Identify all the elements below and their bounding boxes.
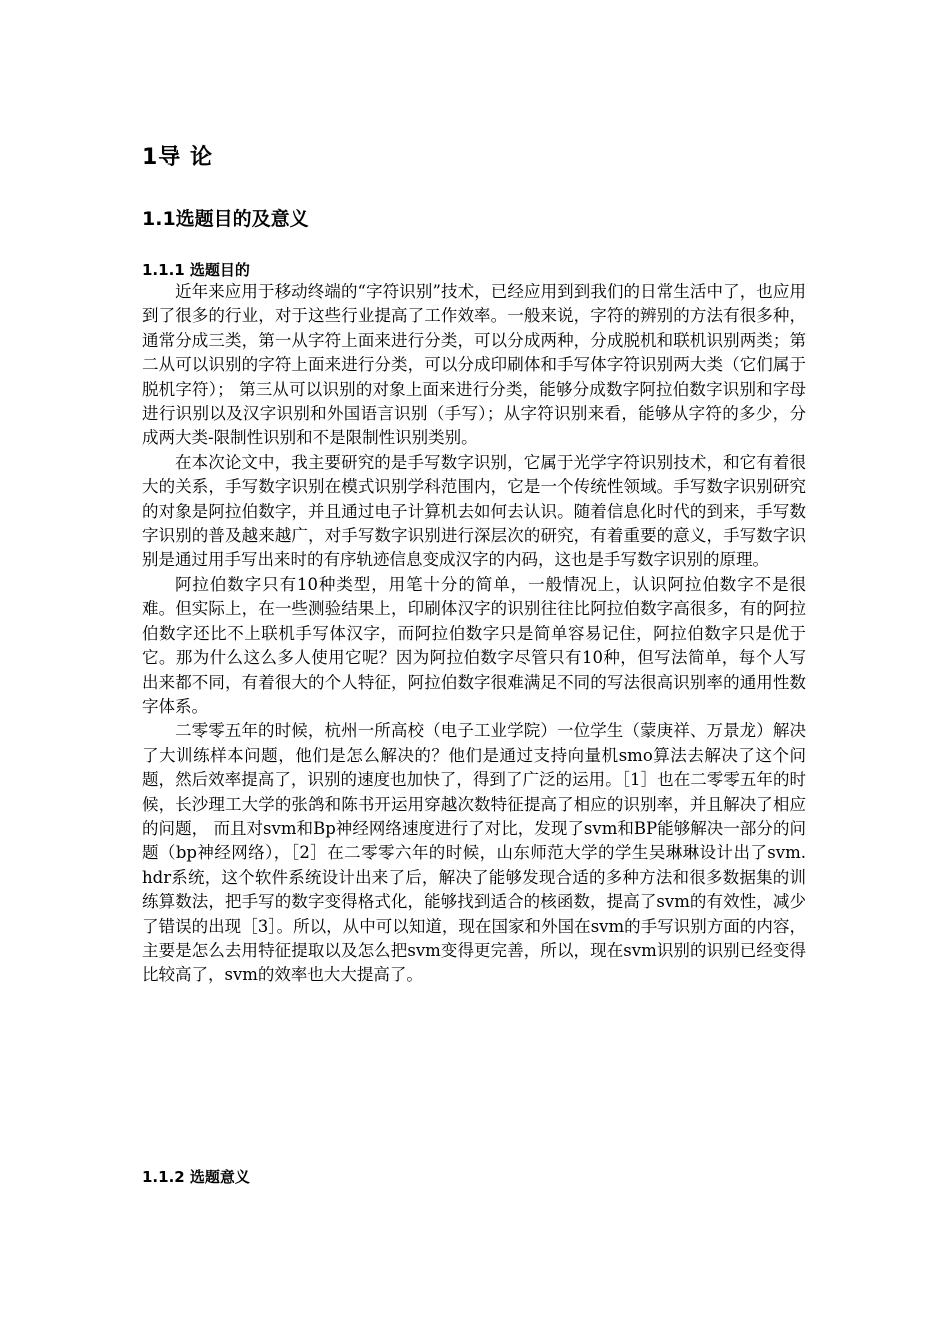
paragraph: 近年来应用于移动终端的“字符识别”技术，已经应用到到我们的日常生活中了，也应用到了很多的行业，对于这些行业提高了工作效率。一般来说，字符的辨别的方法有很多种，通常分成三类，第一从字符上面来进行分类，可以分成两种，分成脱机和联机识别两类；第二从可以识别的字符上面来进行分类，可以分成印刷体和手写体字符识别两大类（它们属于脱机字符）； 第三从可以识别的对象上面来进行分类，能够分成数字阿拉伯数字识别和字母进行识别以及汉字识别和外国语言识别（手写）；从字符识别来看，能够从字符的多少，分成两大类-限制性识别和不是限制性识别类别。 bbox=[142, 282, 806, 448]
section-heading: 1.1选题目的及意义 bbox=[142, 208, 309, 230]
subsection-heading-significance: 1.1.2 选题意义 bbox=[142, 1168, 250, 1186]
body-text bbox=[142, 280, 806, 988]
subsection-heading-purpose: 1.1.1 选题目的 bbox=[142, 261, 250, 279]
paragraph: 二零零五年的时候，杭州一所高校（电子工业学院）一位学生（蒙庚祥、万景龙）解决了大训练样本问题，他们是怎么解决的？他们是通过支持向量机smo算法去解决了这个问题，然后效率提高了，识别的速度也加快了，得到了广泛的运用。［1］也在二零零五年的时候，长沙理工大学的张鸽和陈书开运用穿越次数特征提高了相应的识别率，并且解决了相应的问题， 而且对svm和Bp神经网络速度进行了对比，发现了svm和BP能够解决一部分的问题（bp神经网络），［2］在二零零六年的时候，山东师范大学的学生吴琳琳设计出了svm. hdr系统，这个软件系统设计出来了后，解决了能够发现合适的多种方法和很多数据集的训练算数法，把手写的数字变得格式化，能够找到适合的核函数，提高了svm的有效性，减少了错误的出现［3］。所以，从中可以知道，现在国家和外国在svm的手写识别方面的内容，主要是怎么去用特征提取以及怎么把svm变得更完善，所以，现在svm识别的识别已经变得比较高了，svm的效率也大大提高了。 bbox=[142, 721, 806, 985]
paragraph: 阿拉伯数字只有10种类型，用笔十分的简单，一般情况上，认识阿拉伯数字不是很难。但实际上，在一些测验结果上，印刷体汉字的识别往往比阿拉伯数字高很多，有的阿拉伯数字还比不上联机手写体汉字，而阿拉伯数字只是简单容易记住，阿拉伯数字只是优于它。那为什么这么多人使用它呢？因为阿拉伯数字尽管只有10种，但写法简单，每个人写出来都不同，有着很大的个人特征，阿拉伯数字很难满足不同的写法很高识别率的通用性数字体系。 bbox=[142, 574, 806, 716]
paragraph: 在本次论文中，我主要研究的是手写数字识别，它属于光学字符识别技术，和它有着很大的关系，手写数字识别在模式识别学科范围内，它是一个传统性领域。手写数字识别研究的对象是阿拉伯数字，并且通过电子计算机去如何去认识。随着信息化时代的到来，手写数字识别的普及越来越广，对手写数字识别进行深层次的研究，有着重要的意义，手写数字识别是通过用手写出来时的有序轨迹信息变成汉字的内码，这也是手写数字识别的原理。 bbox=[142, 452, 806, 570]
chapter-heading: 1导 论 bbox=[142, 145, 213, 170]
